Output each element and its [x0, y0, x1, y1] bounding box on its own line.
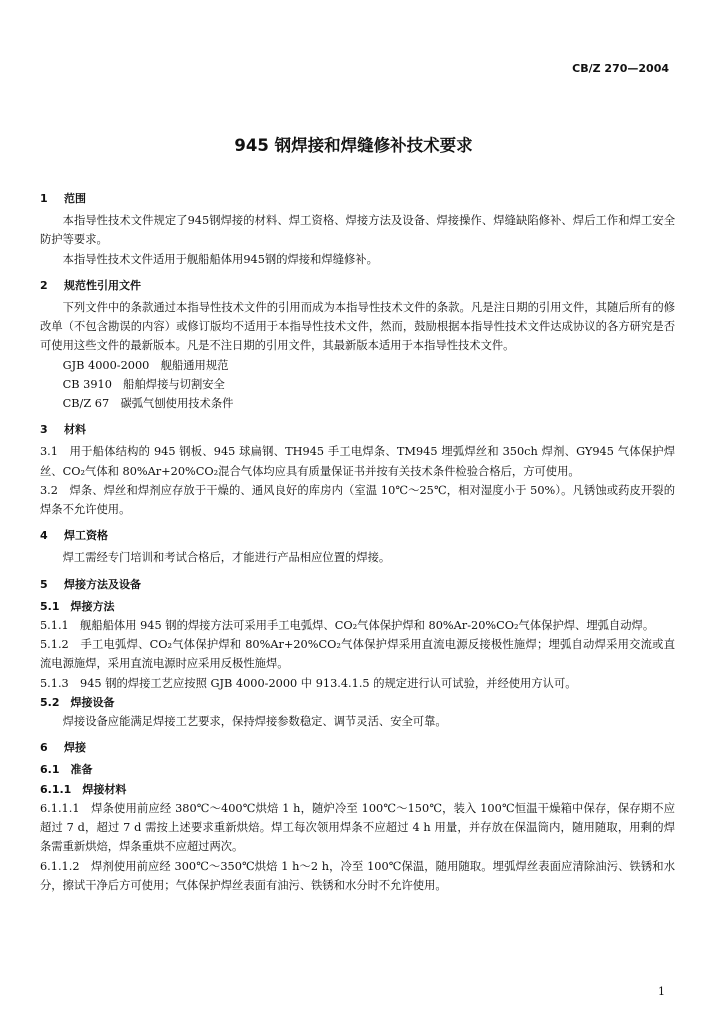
document-title: 945 钢焊接和焊缝修补技术要求 — [234, 136, 473, 155]
section-heading-6: 6 焊接 — [40, 741, 86, 755]
clause: 5.1.1 舰船船体用 945 钢的焊接方法可采用手工电弧焊、CO₂气体保护焊和 80%Ar-20%CO₂气体保护焊、埋弧自动焊。 — [40, 619, 655, 633]
clause: 6.1.1.1 焊条使用前应经 380℃～400℃烘焙 1 h，随炉冷至 100℃～150℃，装入 100℃恒温干燥箱中保存，保存期不应超过 7 d，超过 7 d 需按上述要求重新烘焙。焊工每次领用焊条不应超过 4 h 用量，并存放在保温筒内，随用随取，用剩的焊条需重新烘焙，焊条重烘不应超过两次。 — [40, 801, 675, 854]
subsection-heading: 5.2 焊接设备 — [40, 695, 115, 709]
paragraph: 本指导性技术文件规定了945钢焊接的材料、焊工资格、焊接方法及设备、焊接操作、焊缝缺陷修补、焊后工作和焊工安全防护等要求。 — [40, 214, 675, 247]
clause: 3.1 用于船体结构的 945 钢板、945 球扁钢、TH945 手工电焊条、TM945 埋弧焊丝和 350ch 焊剂、GY945 气体保护焊丝、CO₂气体和 80%Ar+20%CO₂混合气体均应具有质量保证书并按有关技术条件检验合格后，方可使用。 — [40, 445, 675, 478]
reference-item: CB 3910 船舶焊接与切割安全 — [62, 377, 225, 391]
page-number: 1 — [658, 985, 665, 998]
reference-item: GJB 4000-2000 舰船通用规范 — [62, 358, 229, 372]
document-body — [40, 189, 675, 895]
section-heading-2: 2 规范性引用文件 — [40, 278, 141, 292]
reference-item: CB/Z 67 碳弧气刨使用技术条件 — [62, 397, 234, 411]
section-heading-4: 4 焊工资格 — [40, 529, 108, 543]
subsection-heading: 6.1.1 焊接材料 — [40, 782, 127, 796]
document-code: CB/Z 270—2004 — [572, 62, 669, 75]
clause: 3.2 焊条、焊丝和焊剂应存放于干燥的、通风良好的库房内（室温 10℃～25℃，相对湿度小于 50%）。凡锈蚀或药皮开裂的焊条不允许使用。 — [40, 483, 675, 517]
section-heading-3: 3 材料 — [40, 423, 86, 437]
section-heading-5: 5 焊接方法及设备 — [40, 577, 141, 591]
paragraph: 焊工需经专门培训和考试合格后，才能进行产品相应位置的焊接。 — [62, 551, 391, 565]
paragraph: 下列文件中的条款通过本指导性技术文件的引用而成为本指导性技术文件的条款。凡是注日期的引用文件，其随后所有的修改单（不包含勘误的内容）或修订版均不适用于本指导性技术文件，然而，鼓励根据本指导性技术文件达成协议的各方研究是否可使用这些文件的最新版本。凡是不注日期的引用文件，其最新版本适用于本指导性技术文件。 — [40, 301, 675, 353]
section-heading-1: 1 范围 — [40, 192, 86, 205]
clause: 5.1.3 945 钢的焊接工艺应按照 GJB 4000-2000 中 913.4.1.5 的规定进行认可试验，并经使用方认可。 — [40, 676, 577, 690]
clause: 6.1.1.2 焊剂使用前应经 300℃～350℃烘焙 1 h～2 h，冷至 100℃保温，随用随取。埋弧焊丝表面应清除油污、铁锈和水分，擦试干净后方可使用；气体保护焊丝表面有油污、铁锈和水分时不允许使用。 — [40, 859, 675, 892]
subsection-heading: 6.1 准备 — [40, 763, 93, 777]
paragraph: 焊接设备应能满足焊接工艺要求，保持焊接参数稳定、调节灵活、安全可靠。 — [62, 715, 447, 729]
paragraph: 本指导性技术文件适用于舰船船体用945钢的焊接和焊缝修补。 — [62, 252, 378, 266]
clause: 5.1.2 手工电弧焊、CO₂气体保护焊和 80%Ar+20%CO₂气体保护焊采用直流电源反接极性施焊；埋弧自动焊采用交流或直流电源施焊，采用直流电源时应采用反极性施焊。 — [40, 638, 675, 671]
subsection-heading: 5.1 焊接方法 — [40, 599, 115, 613]
